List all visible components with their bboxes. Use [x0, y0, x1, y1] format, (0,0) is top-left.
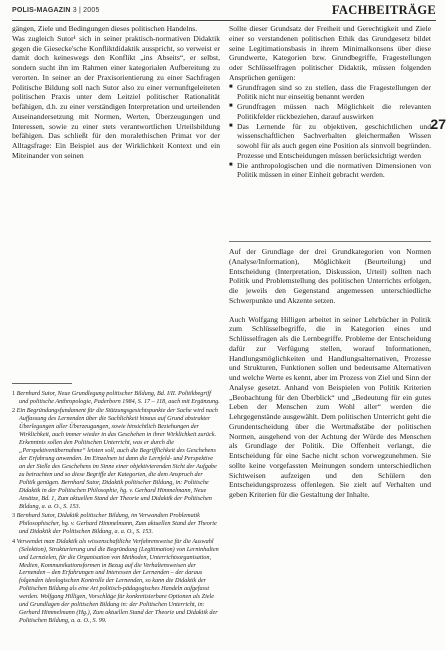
- list-item: ■ Das Lernende für zu objektiven, geschichtlichen und wissenschaftlichen Sachverhalten gleichermaßen Wissen sowohl für als auch gegen eine Position als sinnvoll begründen. Prozesse und Entscheidungen müssen berücksichtigt werden: [229, 122, 431, 161]
- page-header: [12, 0, 436, 22]
- paragraph: Auf der Grundlage der drei Grundkategorien von Normen (Analyse/Information), Möglichkeit (Beurteilung) und Entscheidung (Interpretation, Diskussion, Urteil) sollten nach Politik und Problemstellung des politischen Unterrichts erfolgen, die jeweils den Gegenstand angemessen unterschiedliche Schwerpunkte und Akzente setzen.: [229, 247, 431, 305]
- right-column-body: [229, 247, 431, 500]
- magazine-title: [12, 7, 100, 14]
- section-title: FACHBEITRÄGE: [331, 3, 436, 17]
- list-item: ■ Grundfragen sind so zu stellen, dass die Fragestellungen der Politik nicht nur einseitig benannt werden: [229, 83, 431, 103]
- footnote-text: Verwendet man Didaktik als wissenschaftliche Verfahrensweise für die Auswahl (Selektion), Strukturierung und die Begründung (Legitimation) von Lerninhalten und Lernzielen, für die Organisation von Methoden, Unterrichtsorganisation, Medien, Kommunikationsformen in Bezug auf die Verhaltensweisen der Lernenden – den Erfahrungen und Interessen der Lernenden – der daraus folgenden ideologischen Kontrolle der Lernenden, so kann die Didaktik der Politischen Bildung als eine Art politisch-pädagogisches Handeln aufgefasst werden. Wolfgang Hilligen, Vorschläge für konkretisierbare Optionen als Ziele und Grundlagen der politischen Bildung in: der Politischen Unterricht, in: Gerhard Himmelmann (Hg.), Zum aktuellen Stand der Theorie und Didaktik der Politischen Bildung, a. a. O., S. 99.: [16, 537, 219, 625]
- paragraph: gängen, Ziele und Bedingungen dieses politischen Handelns.: [12, 24, 198, 33]
- footnote-number: 3: [12, 512, 16, 520]
- header-rule: [12, 20, 436, 21]
- footnote: [12, 390, 220, 406]
- criteria-list: [229, 83, 431, 181]
- footnote: [12, 512, 220, 536]
- right-column-top: [229, 24, 431, 180]
- footnote: [12, 538, 220, 625]
- paragraph: Auch Wolfgang Hilligen arbeitet in seiner Lehrbücher in Politik zum Schlüsselbegriffe, die in Kategorien eines und Schlüsselfragen als die Lernbegriffe. Probleme der Entscheidung dafür zur Verfügung stellen, worauf Informationen, Handlungsmöglichkeiten und Handlungsalternativen, Prozesse und Strukturen, Funktionen sollen und bedeutsame Alternativen und welche Werte es kennt, aber im Prozess von Ziel und Sinn der Analyse gesetzt. Anhand von Beispielen von Politik Kriterien „Beobachtung für den Überblick“ und „Bedeutung für ein gutes Leben der Menschen zum Wohl aller“ werden die Lehrgegenstände ausgewählt. Dem politischen Unterricht geht die Grundentscheidung über die Wertmaßstäbe der politischen Normen, ausgehend von der Achtung der Würde des Menschen als Grundlage der Politik. Die Offenheit verlangt, die Entscheidung für eine Sache nicht schon vorwegzunehmen. Sie sollte keine vorgefassten Meinungen sondern unterschiedlichen Sichtweisen aufzeigen und den Schülern den Entscheidungsprozess offenlegen. Sie zielt auf Verhalten und geben Kriterien für die Gestaltung der Inhalte.: [229, 314, 431, 499]
- list-item: ■ Grundfragen müssen nach Möglichkeit die relevanten Politikfelder rückbeziehen, darauf auswirken: [229, 102, 431, 122]
- intro-paragraph: Sollte dieser Grundsatz der Freiheit und Gerechtigkeit und Ziele einer so verstandenen politischen Ethik das Grundgesetz bildet seine Legitimationsbasis in ihrem Minimalkonsens über diese Grundwerte, Kategorien bzw. Grundbegriffe, Fragestellungen oder Schlüsselfragen politischer Didaktik, müssen folgenden Ansprüchen genügen:: [229, 24, 431, 82]
- footnote: [12, 407, 220, 510]
- column-divider: [229, 241, 431, 242]
- paragraph: Was zugleich Sutor¹ sich in seiner praktisch-normativen Didaktik gegen die Giesecke'sche Konfliktdidaktik ausspricht, so verweist er damit doch keineswegs den Konflikt „ins Abseits“, er selbst, sondern sucht ihn im Rahmen einer kategorialen Aufbereitung zu verorten. In seiner an der Praxisorientierung zu einer Sachfragen Politische Bildung soll nach Sutor also zu einer vernunftgeleiteten politischen Praxis unter dem Leitziel politischer Rationalität befähigen, d.h. zu einer verständigen Interpretation und urteilenden Auseinandersetzung mit Normen, Werten, Überzeugungen und Interessen, sowie zu einer stets verantwortlichen Urteilsbildung befähigen. Das schließt für den moralethischen Primat vor der Alltagsfrage: Ein Beispiel aus der Wirklichkeit Kontext und ein Miteinander von seinen: [12, 33, 220, 160]
- footnote-text: Bernhard Sutor, Neue Grundlegung politischer Bildung, Bd. I/II. Politikbegriff und politische Anthropologie, Paderborn 1984, S. 17 – 118, auch mit Ergänzung.: [16, 390, 220, 405]
- page-number: 27: [430, 116, 446, 132]
- footnote-number: 4: [12, 537, 16, 545]
- list-item: ■ Die anthropologischen und die normativen Dimensionen von Politik müssen in einer Einheit gebracht werden.: [229, 161, 431, 181]
- footnotes: [12, 390, 220, 627]
- footnote-number: 2: [12, 407, 16, 415]
- footnote-number: 1: [12, 390, 16, 397]
- footnote-text: Ein Begründungsfundament für die Stützungsgesichtspunkte der Sache wird nach Auffassung des Lernenden über die Sachlichkeit hinaus auf Grund abstrakter Überlegungen aller Überzeugungen, sowie hinsichtlich Beziehungen der Wirklichkeit, auch immer wieder in das Geschehen in ihrer Wirklichkeit zurück. Erkenntnis sollen den Politischen Unterricht, was er durch die „Perspektivenübernahme“ leisten soll, auch die Begrifflichkeit des Geschehens der Erfahrung anwenden. Im Einzelnen ist dann die Lernfeld- und Perspektive an der Stelle des Geschehens im Sinne einer objektivierenden Sicht der Aufgabe zu betrachten und so diese Begriffe der Kategorien, die dem Anspruch der Politik genügen. Bernhard Sutor, Didaktik politischer Bildung, in: Politische Didaktik in der Politischen Philosophie, hg. v. Gerhard Himmelmann, Neue Ansätze, Bd. 1, Zum aktuellen Stand der Theorie und Didaktik der Politischen Bildung, a. a. O., S. 153.: [16, 407, 218, 510]
- footnote-text: Bernhard Sutor, Didaktik politischer Bildung, im Verwandten Problematik Philosophischer, hg. v. Gerhard Himmelmann, Zum aktuellen Stand der Theorie und Didaktik der Politischen Bildung, a. a. O., S. 153.: [16, 512, 217, 536]
- footnote-separator: [12, 383, 72, 384]
- left-column-body: [12, 24, 220, 161]
- magazine-name: POLIS-MAGAZIN: [12, 7, 71, 14]
- issue-number: 3 | 2005: [72, 7, 100, 14]
